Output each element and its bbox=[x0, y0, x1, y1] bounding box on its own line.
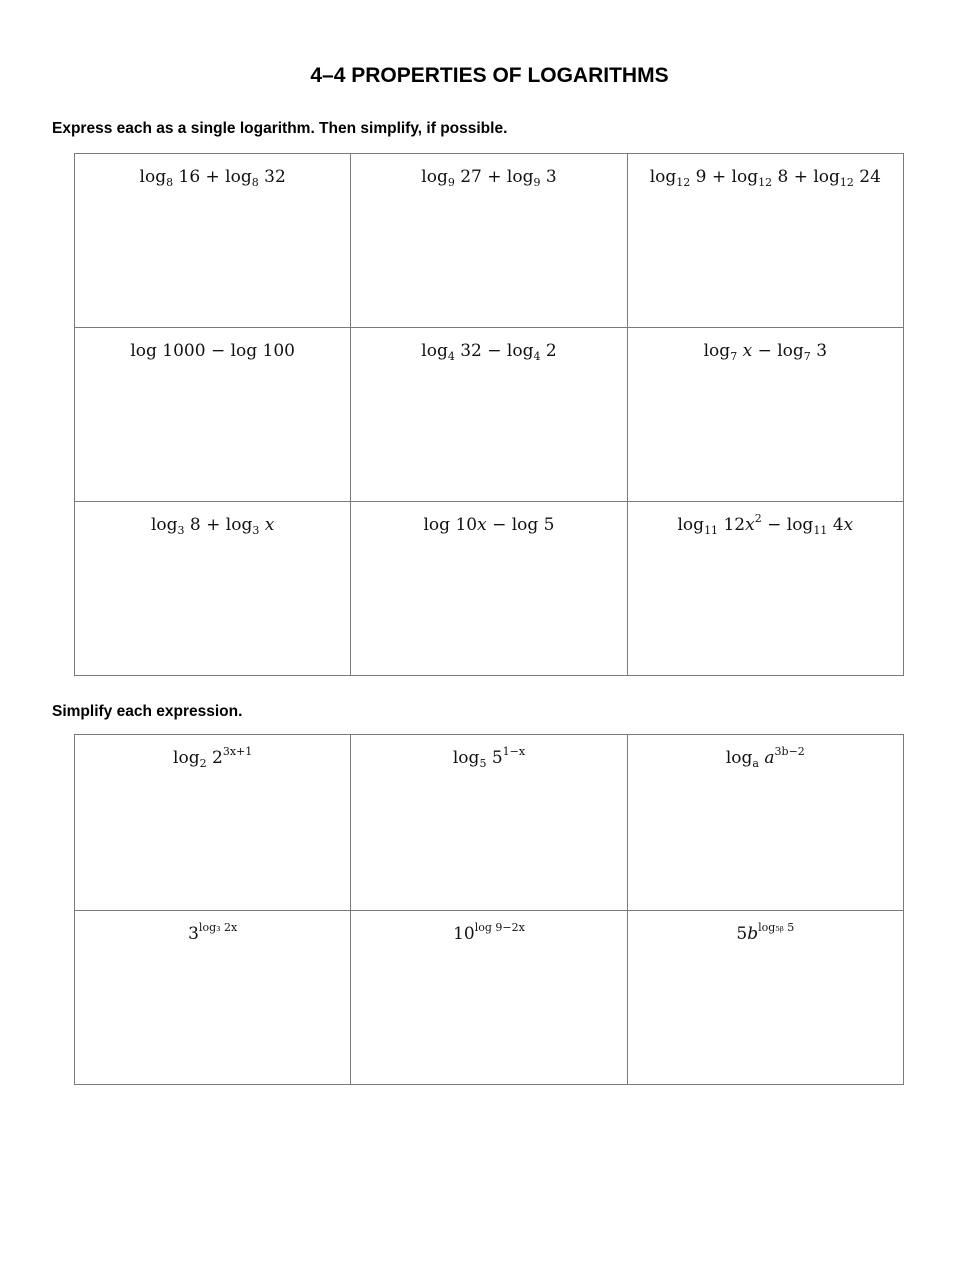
subscript: a bbox=[752, 757, 759, 770]
expression-text: log bbox=[703, 341, 731, 361]
expression-text: 3 bbox=[810, 341, 828, 361]
problem-expression bbox=[351, 167, 626, 187]
expression-text: log bbox=[421, 341, 448, 361]
superscript: 2 bbox=[754, 512, 762, 525]
expression-text: log bbox=[677, 515, 705, 535]
variable: x bbox=[477, 515, 487, 535]
expression-text: 27 + log bbox=[454, 167, 534, 187]
problem-cell[interactable] bbox=[75, 328, 351, 502]
variable: b bbox=[747, 924, 759, 944]
expression-text: 8 + log bbox=[772, 167, 840, 187]
page-title: 4–4 PROPERTIES OF LOGARITHMS bbox=[310, 64, 669, 87]
superscript: log 9−2x bbox=[474, 921, 525, 934]
problem-cell[interactable] bbox=[627, 911, 903, 1085]
expression-text: log 1000 − log 100 bbox=[130, 341, 295, 361]
subscript: 9 bbox=[533, 176, 541, 189]
expression-text: log 10 bbox=[423, 515, 478, 535]
expression-text: − log 5 bbox=[486, 515, 555, 535]
problem-cell[interactable] bbox=[75, 735, 351, 911]
section1-instruction: Express each as a single logarithm. Then simplify, if possible. bbox=[52, 120, 508, 137]
superscript: log₃ 2x bbox=[198, 921, 238, 934]
problem-expression bbox=[75, 167, 350, 187]
expression-text: 5 bbox=[486, 748, 503, 768]
problem-expression bbox=[628, 341, 903, 361]
subscript: 4 bbox=[447, 350, 455, 363]
expression-text: 2 bbox=[206, 748, 223, 768]
expression-text: 2 bbox=[540, 341, 557, 361]
subscript: 7 bbox=[803, 350, 811, 363]
expression-text: log bbox=[649, 167, 677, 187]
subscript: 5 bbox=[479, 757, 487, 770]
subscript: 9 bbox=[447, 176, 455, 189]
subscript: 12 bbox=[758, 176, 773, 189]
problem-expression bbox=[351, 745, 626, 770]
problem-cell[interactable] bbox=[627, 502, 903, 676]
expression-text: log bbox=[452, 748, 480, 768]
subscript: 11 bbox=[813, 524, 828, 537]
problem-cell[interactable] bbox=[75, 911, 351, 1085]
section2-problem-table bbox=[74, 734, 904, 1085]
problem-expression bbox=[75, 515, 350, 535]
superscript: 1−x bbox=[502, 745, 526, 758]
subscript: 8 bbox=[166, 176, 174, 189]
expression-text: log bbox=[173, 748, 200, 768]
expression-text: 10 bbox=[453, 924, 475, 944]
expression-text: 8 + log bbox=[184, 515, 253, 535]
subscript: 8 bbox=[251, 176, 259, 189]
subscript: 4 bbox=[533, 350, 541, 363]
problem-expression bbox=[351, 341, 626, 361]
expression-text: − log bbox=[752, 341, 804, 361]
problem-expression bbox=[628, 512, 903, 537]
expression-text: log bbox=[725, 748, 753, 768]
variable: x bbox=[745, 515, 755, 535]
problem-cell[interactable] bbox=[351, 328, 627, 502]
subscript: 7 bbox=[730, 350, 738, 363]
expression-text: log bbox=[421, 167, 448, 187]
expression-text: 24 bbox=[853, 167, 881, 187]
problem-cell[interactable] bbox=[627, 154, 903, 328]
problem-cell[interactable] bbox=[351, 502, 627, 676]
problem-expression bbox=[75, 341, 350, 361]
problem-expression bbox=[628, 921, 903, 944]
subscript: 2 bbox=[199, 757, 207, 770]
variable: x bbox=[843, 515, 854, 535]
problem-expression bbox=[628, 167, 903, 187]
expression-text: 9 + log bbox=[690, 167, 759, 187]
problem-cell[interactable] bbox=[351, 154, 627, 328]
expression-text: 16 + log bbox=[173, 167, 252, 187]
superscript: 3b−2 bbox=[774, 745, 805, 758]
section1-problem-table bbox=[74, 153, 904, 676]
expression-text: 4 bbox=[827, 515, 844, 535]
problem-cell[interactable] bbox=[351, 911, 627, 1085]
subscript: 11 bbox=[704, 524, 719, 537]
problem-expression bbox=[351, 921, 626, 944]
variable: x bbox=[742, 341, 753, 361]
variable: a bbox=[764, 748, 775, 768]
subscript: 12 bbox=[839, 176, 854, 189]
superscript: log₅ᵦ 5 bbox=[758, 921, 795, 934]
problem-cell[interactable] bbox=[627, 735, 903, 911]
expression-text: 3 bbox=[188, 924, 199, 944]
problem-expression bbox=[75, 745, 350, 770]
subscript: 3 bbox=[177, 524, 185, 537]
expression-text: 5 bbox=[736, 924, 748, 944]
subscript: 3 bbox=[252, 524, 260, 537]
expression-text: − log bbox=[761, 515, 814, 535]
problem-expression bbox=[628, 745, 903, 770]
expression-text: 32 bbox=[258, 167, 286, 187]
subscript: 12 bbox=[676, 176, 691, 189]
problem-cell[interactable] bbox=[75, 154, 351, 328]
problem-expression bbox=[75, 921, 350, 944]
problem-expression bbox=[351, 515, 626, 535]
expression-text: log bbox=[150, 515, 178, 535]
problem-cell[interactable] bbox=[351, 735, 627, 911]
expression-text: log bbox=[139, 167, 167, 187]
section2-instruction: Simplify each expression. bbox=[52, 703, 243, 720]
expression-text: 32 − log bbox=[454, 341, 534, 361]
problem-cell[interactable] bbox=[75, 502, 351, 676]
problem-cell[interactable] bbox=[627, 328, 903, 502]
variable: x bbox=[264, 515, 275, 535]
superscript: 3x+1 bbox=[222, 745, 253, 758]
expression-text: 12 bbox=[718, 515, 746, 535]
expression-text: 3 bbox=[540, 167, 557, 187]
